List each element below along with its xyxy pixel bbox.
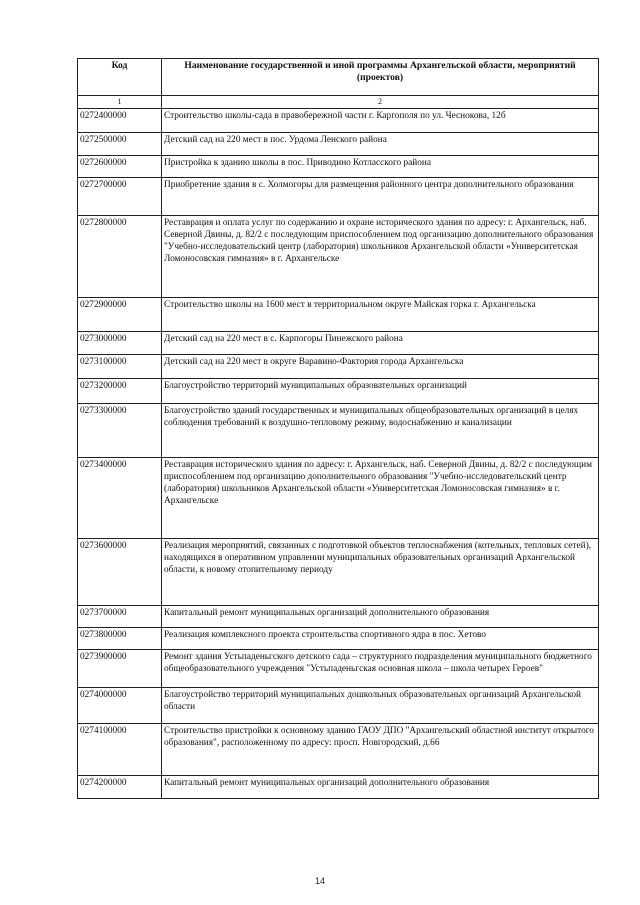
table-row — [78, 109, 599, 133]
table-row — [78, 539, 599, 606]
row-code: 0274000000 — [78, 688, 162, 724]
row-code: 0273600000 — [78, 539, 162, 606]
row-code: 0272700000 — [78, 178, 162, 216]
row-name: Строительство школы-сада в правобережной части г. Каргополя по ул. Чеснокова, 12б — [162, 109, 599, 133]
row-code: 0273800000 — [78, 628, 162, 650]
table-row — [78, 628, 599, 650]
row-name: Строительство пристройки к основному зданию ГАОУ ДПО "Архангельский областной институт открытого образования", расположенному по адресу: просп. Новгородский, д.66 — [162, 724, 599, 776]
row-name: Реставрация и оплата услуг по содержанию и охране исторического здания по адресу: г. Архангельск, наб. Северной Двины, д. 82/2 с последующим приспособлением под организацию дополнительного образования "Учебно-исследовательский центр (лаборатория) школьников Архангельской области «Университетская Ломоносовская гимназия» в г. Архангельске — [162, 216, 599, 298]
table-row — [78, 156, 599, 178]
row-code: 0274100000 — [78, 724, 162, 776]
row-name: Приобретение здания в с. Холмогоры для размещения районного центра дополнительного образования — [162, 178, 599, 216]
row-code: 0272500000 — [78, 133, 162, 156]
column-number-2: 2 — [162, 96, 599, 109]
table-row — [78, 178, 599, 216]
row-code: 0273300000 — [78, 404, 162, 458]
row-name: Детский сад на 220 мест в округе Варавино-Фактория города Архангельска — [162, 355, 599, 379]
table-row — [78, 379, 599, 404]
row-name: Благоустройство территорий муниципальных образовательных организаций — [162, 379, 599, 404]
row-name: Детский сад на 220 мест в с. Карпогоры Пинежского района — [162, 332, 599, 355]
row-code: 0273700000 — [78, 606, 162, 628]
row-code: 0272400000 — [78, 109, 162, 133]
page-number: 14 — [314, 876, 325, 886]
table-row — [78, 606, 599, 628]
table-row — [78, 724, 599, 776]
row-name: Благоустройство территорий муниципальных дошкольных образовательных организаций Архангельской области — [162, 688, 599, 724]
row-name: Строительство школы на 1600 мест в территориальном округе Майская горка г. Архангельска — [162, 298, 599, 332]
row-code: 0272900000 — [78, 298, 162, 332]
row-name: Капитальный ремонт муниципальных организаций дополнительного образования — [162, 776, 599, 799]
column-number-1: 1 — [78, 96, 162, 109]
row-code: 0273900000 — [78, 650, 162, 688]
table-row — [78, 355, 599, 379]
table-row — [78, 133, 599, 156]
header-code: Код — [78, 59, 162, 96]
row-code: 0273400000 — [78, 458, 162, 539]
row-name: Благоустройство зданий государственных и муниципальных общеобразовательных организаций в целях соблюдения требований к воздушно-тепловому режиму, водоснабжению и канализации — [162, 404, 599, 458]
table-body — [78, 109, 599, 799]
table-row — [78, 404, 599, 458]
row-name: Реализация мероприятий, связанных с подготовкой объектов теплоснабжения (котельных, тепловых сетей), находящихся в оперативном управлении муниципальных образовательных организаций Архангельской области, к новому отопительному периоду — [162, 539, 599, 606]
row-code: 0273200000 — [78, 379, 162, 404]
row-code: 0272600000 — [78, 156, 162, 178]
row-name: Детский сад на 220 мест в пос. Урдома Ленского района — [162, 133, 599, 156]
table-row — [78, 688, 599, 724]
header-name: Наименование государственной и иной программы Архангельской области, мероприятий (проектов) — [162, 59, 599, 96]
row-code: 0272800000 — [78, 216, 162, 298]
row-code: 0273100000 — [78, 355, 162, 379]
row-name: Реализация комплексного проекта строительства спортивного ядра в пос. Хетово — [162, 628, 599, 650]
row-code: 0274200000 — [78, 776, 162, 799]
program-codes-table — [77, 58, 599, 799]
table-row — [78, 216, 599, 298]
row-name: Капитальный ремонт муниципальных организаций дополнительного образования — [162, 606, 599, 628]
table-header-row — [78, 59, 599, 96]
table-row — [78, 458, 599, 539]
column-number-row — [78, 96, 599, 109]
row-name: Пристройка к зданию школы в пос. Приводино Котласского района — [162, 156, 599, 178]
table-row — [78, 298, 599, 332]
row-code: 0273000000 — [78, 332, 162, 355]
table-row — [78, 776, 599, 799]
row-name: Реставрация исторического здания по адресу: г. Архангельск, наб. Северной Двины, д. 82/2 с последующим приспособлением под организацию дополнительного образования "Учебно-исследовательский центр (лаборатория) школьников Архангельской области «Университетская Ломоносовская гимназия» в г. Архангельске — [162, 458, 599, 539]
row-name: Ремонт здания Устьпаденьгского детского сада – структурного подразделения муниципального бюджетного общеобразовательного учреждения "Устьпаденьгская основная школа – школа четырех Героев" — [162, 650, 599, 688]
table-row — [78, 332, 599, 355]
table-row — [78, 650, 599, 688]
